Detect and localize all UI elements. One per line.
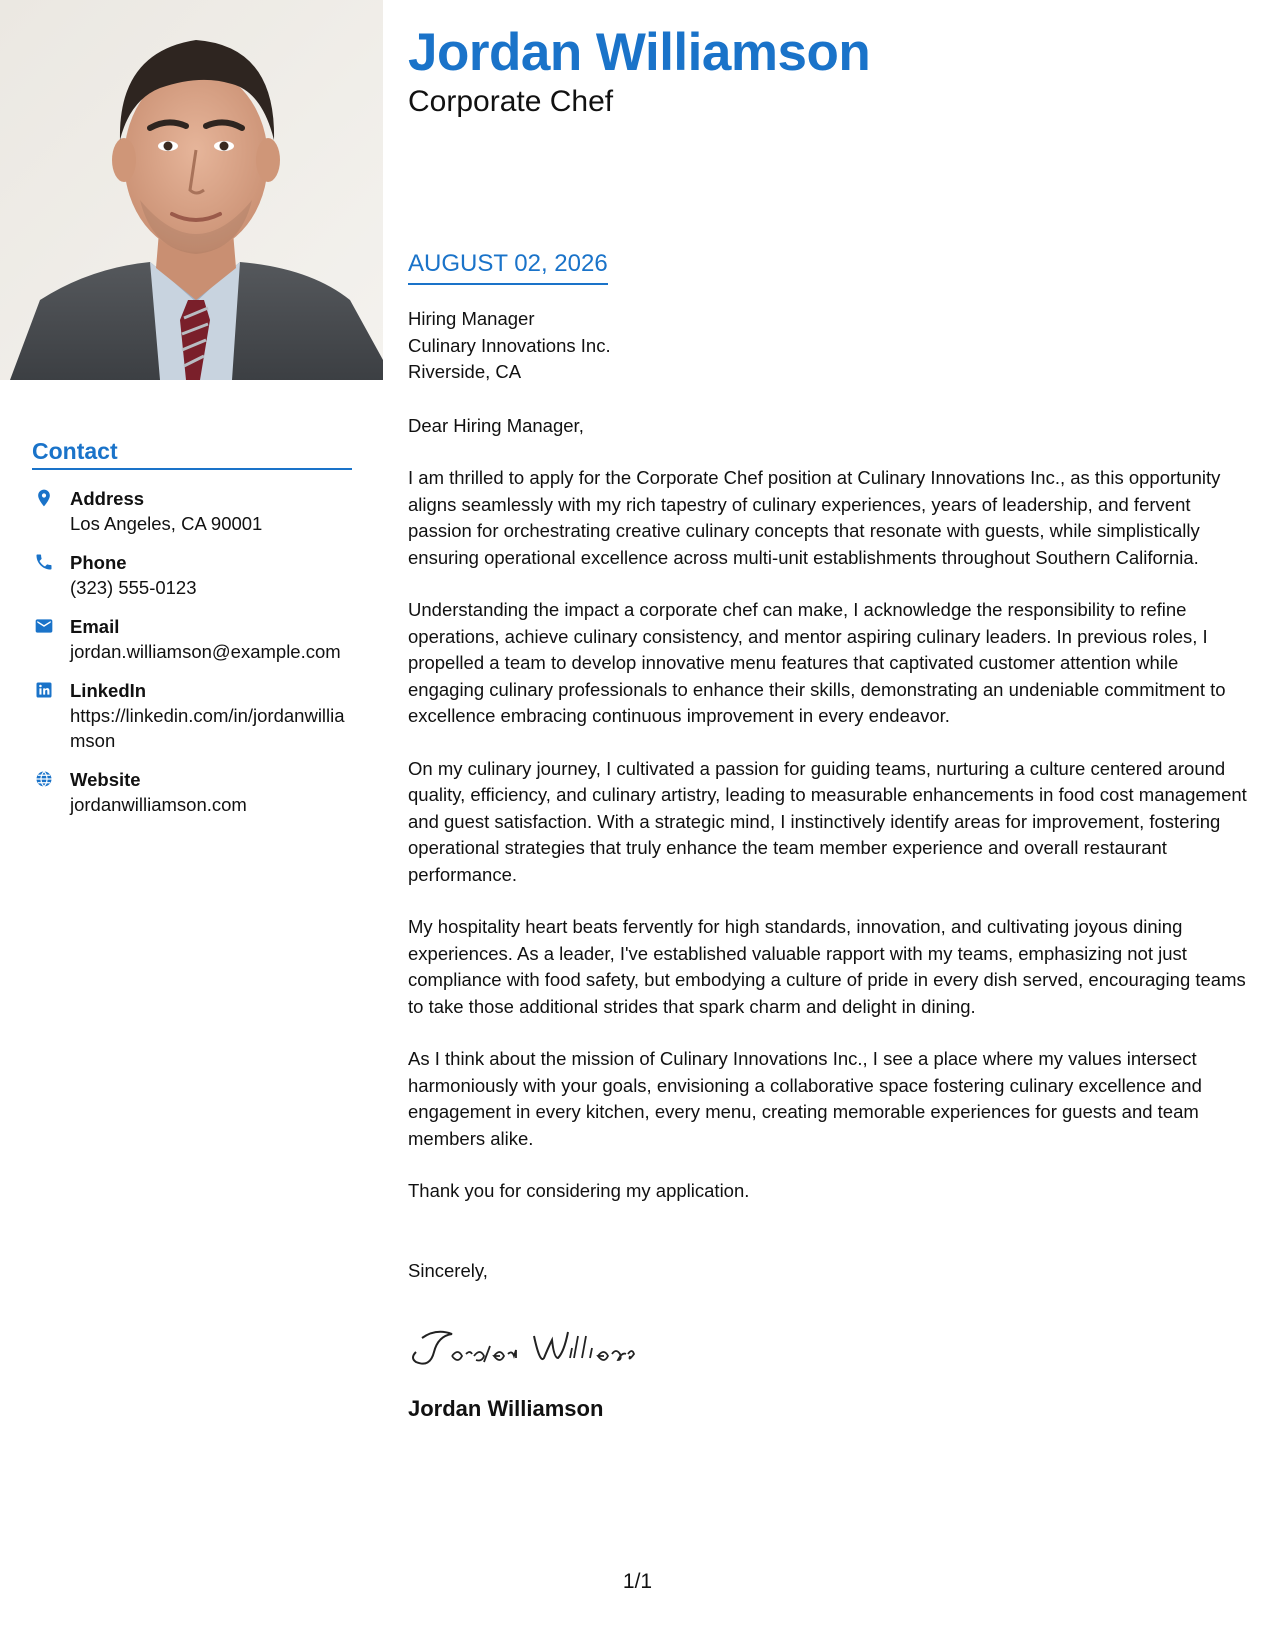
address-value: Los Angeles, CA 90001 <box>70 513 263 534</box>
website-value[interactable]: jordanwilliamson.com <box>70 794 247 815</box>
contact-item-email <box>32 614 352 664</box>
contact-label: Phone <box>70 552 127 573</box>
letter-date: AUGUST 02, 2026 <box>408 248 608 285</box>
paragraph: My hospitality heart beats fervently for high standards, innovation, and cultivating joyous dining experiences. As a leader, I've established valuable rapport with my teams, emphasizing not just compliance with food safety, but embodying a culture of pride in every dish served, encouraging teams to take those additional strides that spark charm and delight in dining. <box>408 916 1246 1017</box>
recipient-name: Hiring Manager <box>408 308 535 329</box>
contact-item-address <box>32 486 352 536</box>
contact-heading: Contact <box>32 436 352 470</box>
contact-label: Email <box>70 616 120 637</box>
paragraph: On my culinary journey, I cultivated a passion for guiding teams, nurturing a culture centered around quality, efficiency, and culinary artistry, leading to measurable enhancements in food cost management and guest satisfaction. With a strategic mind, I instinctively identify areas for improvement, fostering operational strategies that truly enhance the team member experience and overall restaurant performance. <box>408 757 1247 885</box>
paragraph: I am thrilled to apply for the Corporate Chef position at Culinary Innovations Inc., as this opportunity aligns seamlessly with my rich tapestry of culinary experiences, years of leadership, and fervent passion for orchestrating creative culinary concepts that resonate with guests, while simplistically ensuring operational excellence across multi-unit establishments throughout Southern California. <box>408 467 1221 568</box>
contact-item-website <box>32 767 352 817</box>
paragraph: Understanding the impact a corporate chef can make, I acknowledge the responsibility to refine operations, achieve culinary consistency, and mentor aspiring culinary leaders. In previous roles, I propelled a team to develop innovative menu features that captivated customer attention while engaging culinary professionals to enhance their skills, demonstrating an undeniable commitment to excellence embracing continuous improvement in every endeavor. <box>408 599 1226 726</box>
candidate-name: Jordan Williamson <box>408 23 871 82</box>
contact-label: Address <box>70 488 145 509</box>
paragraph: As I think about the mission of Culinary Innovations Inc., I see a place where my values intersect harmoniously with your goals, envisioning a collaborative space fostering culinary excellence and engagement in every kitchen, every menu, creating memorable experiences for guests and team members alike. <box>408 1048 1202 1149</box>
phone-value[interactable]: (323) 555-0123 <box>70 577 197 598</box>
globe-icon <box>34 769 54 789</box>
contact-item-linkedin <box>32 678 352 753</box>
contact-section <box>32 436 352 817</box>
profile-photo <box>0 0 383 380</box>
recipient-location: Riverside, CA <box>408 361 522 382</box>
thank-you-line: Thank you for considering my application. <box>408 1180 750 1201</box>
contact-item-phone <box>32 550 352 600</box>
salutation: Dear Hiring Manager, <box>408 414 584 436</box>
page-number: 1/1 <box>622 1570 653 1593</box>
contact-label: Website <box>70 769 141 790</box>
recipient-company: Culinary Innovations Inc. <box>408 334 611 356</box>
email-icon <box>34 616 54 636</box>
map-pin-icon <box>34 488 54 508</box>
closing: Sincerely, <box>408 1259 488 1281</box>
contact-label: LinkedIn <box>70 680 147 701</box>
recipient-block <box>408 306 1248 386</box>
letter-body <box>408 306 1248 1424</box>
phone-icon <box>34 552 54 572</box>
linkedin-value[interactable]: https://linkedin.com/in/jordanwilliamson <box>70 705 345 751</box>
signature-image <box>408 1322 678 1374</box>
email-value[interactable]: jordan.williamson@example.com <box>70 641 341 662</box>
linkedin-icon <box>34 680 54 700</box>
signer-name: Jordan Williamson <box>408 1396 604 1421</box>
job-title: Corporate Chef <box>408 85 614 118</box>
